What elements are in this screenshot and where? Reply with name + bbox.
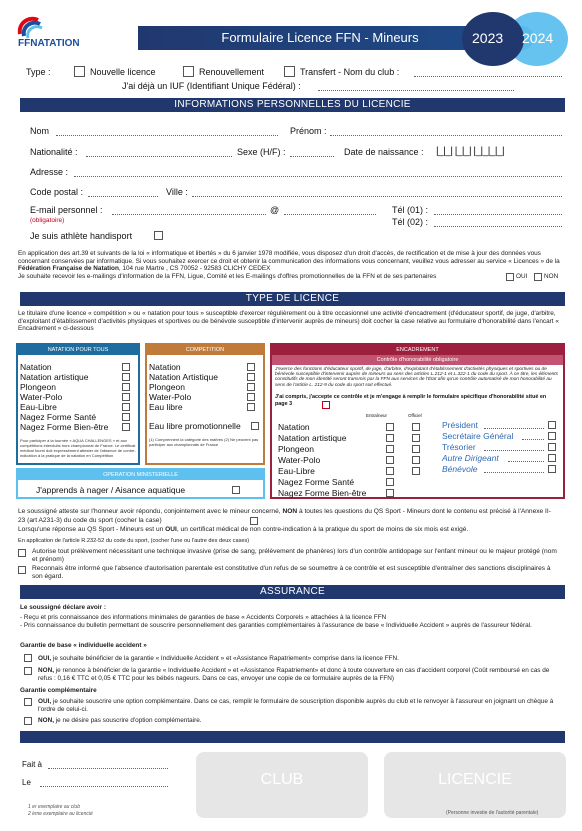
npt-item: Eau-Libre <box>20 402 57 412</box>
comp-promo-label: Eau libre promotionnelle <box>149 421 241 431</box>
tel1-field[interactable] <box>434 214 562 215</box>
transfer-checkbox[interactable] <box>284 66 295 77</box>
enc-role-checkbox[interactable] <box>548 443 556 451</box>
ins-base-non-checkbox[interactable] <box>24 667 32 675</box>
enc-item: Plongeon <box>278 444 314 454</box>
email-domain-field[interactable] <box>284 214 376 215</box>
comp-item: Eau libre <box>149 402 183 412</box>
npt-checkbox[interactable] <box>122 403 130 411</box>
club-name-field[interactable] <box>414 76 562 77</box>
logo-text: FFNATATION <box>18 38 80 49</box>
comp-checkbox[interactable] <box>247 403 255 411</box>
min-label: J'apprends à nager / Aisance aquatique <box>36 485 186 495</box>
enc-entraineur-checkbox[interactable] <box>386 478 394 486</box>
enc-officiel-checkbox[interactable] <box>412 467 420 475</box>
npt-checkbox[interactable] <box>122 413 130 421</box>
copy-note-club: 1 er exemplaire au club <box>28 804 80 810</box>
code-postal-field[interactable] <box>88 196 158 197</box>
emailing-consent-text: Je souhaite recevoir les e-mailings d'information de la FFN, Ligue, Comité et les E-mailings d'offres promotionnelles de la FFN et de ses partenaires <box>18 273 437 280</box>
copy-note-licencie: 2 ème exemplaire au licencié <box>28 811 93 817</box>
ins-base-oui-text: OUI, je souhaite bénéficier de la garantie « Individuelle Accident » et «Assistance Rapatriement» comprise dans la licence FFN. <box>38 655 399 662</box>
enc-subtitle: Contrôle d'honorabilité obligatoire <box>272 355 563 365</box>
enc-officiel-checkbox[interactable] <box>412 423 420 431</box>
dopage-refuse-checkbox[interactable] <box>18 566 26 574</box>
ville-label: Ville : <box>166 187 188 197</box>
handisport-label: Je suis athlète handisport <box>30 231 133 241</box>
club-signature-box[interactable]: CLUB <box>196 752 368 818</box>
dopage-refuse-text: Reconnais être informé que l'absence d'autorisation parentale est constitutive d'un refus de se soumettre à ce contrôle et est susceptible d'entraîner des sanctions disciplinaires à son égard. <box>32 565 551 580</box>
fait-field[interactable] <box>48 768 168 769</box>
enc-entraineur-checkbox[interactable] <box>386 423 394 431</box>
qs-checkbox[interactable] <box>250 517 258 525</box>
enc-description: J'exerce des fonctions d'éducateur sportif, de juge, d'arbitre, d'exploitant d'établissement d'activités physiques et sportives ou de bénévole susceptible d'intervenir auprès de mineurs au sens des articles L.212-1 et L.322-1 du code du sport. À ce titre, les éléments constitutifs de mon identité seront transmis par la FFN aux services de l'État afin qu'un contrôle automatisé de mon honorabilité au sens de l'article L. 212-9 du code du sport soit effectué. <box>275 367 559 388</box>
npt-note: Pour participer à la tournée « AQUA CHALLENGES » et aux compétitions interclubs hors championnat de France. Le certificat médical fourni doit expressément attester de l'absence de contre-indication à la pratique de la natation en Compétition <box>20 438 136 458</box>
ins-line1: - Reçu et pris connaissance des informations minimales de garanties de base « Accidents Corporels » attachées à la licence FFN <box>20 614 387 621</box>
new-license-label: Nouvelle licence <box>90 67 156 77</box>
enc-item: Nagez Forme Bien-être <box>278 488 367 498</box>
ins-comp-oui-checkbox[interactable] <box>24 698 32 706</box>
le-field[interactable] <box>40 786 168 787</box>
type-label: Type : <box>26 67 51 77</box>
box-operation-ministerielle <box>16 468 265 499</box>
prenom-label: Prénom : <box>290 126 327 136</box>
comp-checkbox[interactable] <box>247 393 255 401</box>
transfer-label: Transfert - Nom du club : <box>300 67 400 77</box>
ville-field[interactable] <box>192 196 562 197</box>
comp-promo-checkbox[interactable] <box>251 422 259 430</box>
nationalite-field[interactable] <box>86 156 232 157</box>
role-dots <box>484 450 544 451</box>
nationalite-label: Nationalité : <box>30 147 78 157</box>
adresse-field[interactable] <box>74 176 562 177</box>
enc-role-checkbox[interactable] <box>548 421 556 429</box>
prenom-field[interactable] <box>330 135 562 136</box>
adresse-label: Adresse : <box>30 167 69 177</box>
fait-label: Fait à <box>22 760 43 769</box>
enc-accept-checkbox[interactable] <box>322 401 330 409</box>
box-competition <box>145 343 265 465</box>
comp-title: COMPETITION <box>147 345 263 355</box>
tel2-label: Tél (02) : <box>392 217 429 227</box>
ins-base-title: Garantie de base « individuelle accident » <box>20 642 147 649</box>
comp-checkbox[interactable] <box>247 383 255 391</box>
nom-label: Nom <box>30 126 50 136</box>
role-dots <box>522 439 544 440</box>
tel1-label: Tél (01) : <box>392 205 429 215</box>
dopage-authorize-text: Autorise tout prélèvement nécessitant une technique invasive (prise de sang, prélèvement de phanères) lors d'un contrôle antidopage sur l'enfant mineur ou le majeur protégé (nom et prénom) <box>32 548 557 563</box>
ins-comp-non-checkbox[interactable] <box>24 717 32 725</box>
enc-officiel-checkbox[interactable] <box>412 456 420 464</box>
season-year-end: 2024 <box>522 30 554 46</box>
dopage-authorize-checkbox[interactable] <box>18 549 26 557</box>
enc-role-secretaire: Secrétaire Général <box>442 431 514 441</box>
ins-base-non-text: NON, je renonce à bénéficier de la garantie « Individuelle Accident » et «Assistance Rapatriement» et donc à toute couverture en cas d'accident corporel (Coût remboursé en cas de refus : 0,16 € TTC et 0,05 € TTC pour les bébés nageurs. Dans ce cas, envoyer une copie de ce formulaire auprès de la FFN) <box>38 667 550 682</box>
renewal-label: Renouvellement <box>199 67 265 77</box>
enc-item: Natation artistique <box>278 433 347 443</box>
qs-attestation: Le soussigné atteste sur l'honneur avoir répondu, conjointement avec le mineur concerné, NON à toutes les questions du QS Sport - Mineurs dont le contenu est précisé à l'Annexe II-23 (art A231-3) du code du sport (cocher la case) <box>18 508 551 524</box>
min-title: OPERATION MINISTERIELLE <box>18 470 263 480</box>
comp-item: Natation Artistique <box>149 372 218 382</box>
new-license-checkbox[interactable] <box>74 66 85 77</box>
enc-title: ENCADREMENT <box>272 345 563 355</box>
sexe-field[interactable] <box>290 156 334 157</box>
enc-entraineur-checkbox[interactable] <box>386 467 394 475</box>
enc-entraineur-checkbox[interactable] <box>386 489 394 497</box>
comp-checkbox[interactable] <box>247 373 255 381</box>
emailing-oui-label: OUI <box>516 273 528 280</box>
parent-note: (Personne investie de l'autorité parentale) <box>446 810 539 816</box>
email-required-note: (obligatoire) <box>30 217 65 224</box>
npt-item: Nagez Forme Bien-être <box>20 422 109 432</box>
emailing-oui-checkbox[interactable] <box>506 273 514 281</box>
sexe-label: Sexe (H/F) : <box>237 147 286 157</box>
role-dots <box>508 461 544 462</box>
npt-title: NATATION POUR TOUS <box>18 345 138 355</box>
box-natation-pour-tous <box>16 343 140 465</box>
enc-item: Water-Polo <box>278 455 321 465</box>
licencie-signature-box[interactable]: LICENCIE <box>384 752 566 818</box>
email-user-field[interactable] <box>112 214 266 215</box>
ins-comp-non-text: NON, je ne désire pas souscrire d'option complémentaire. <box>38 717 202 724</box>
enc-item: Natation <box>278 422 310 432</box>
enc-col-officiel: Officiel <box>408 413 422 418</box>
enc-officiel-checkbox[interactable] <box>412 434 420 442</box>
role-dots <box>484 472 544 473</box>
npt-checkbox[interactable] <box>122 423 130 431</box>
npt-checkbox[interactable] <box>122 383 130 391</box>
privacy-notice: En application des art.39 et suivants de la loi « informatique et libertés » du 6 janvier 1978 modifiée, vous disposez d'un droit d'accès, de rectification et de mise à jour des données vous concernant conservées par informatique. Si vous souhaitez exercer ce droit et obtenir la communication des informations vous concernant, veuillez vous adresser au service « Licences » de la Fédération Française de Natation, 104 rue Martre , CS 70052 - 92583 CLICHY CEDEX <box>18 250 560 273</box>
section-personal: INFORMATIONS PERSONNELLES DU LICENCIE <box>20 98 565 112</box>
npt-checkbox[interactable] <box>122 393 130 401</box>
enc-role-benevole: Bénévole <box>442 464 478 474</box>
enc-entraineur-checkbox[interactable] <box>386 434 394 442</box>
enc-role-checkbox[interactable] <box>548 432 556 440</box>
email-label: E-mail personnel : <box>30 205 103 215</box>
enc-role-checkbox[interactable] <box>548 454 556 462</box>
enc-role-tresorier: Trésorier <box>442 442 476 452</box>
enc-accept-text: J'ai compris, j'accepte ce contrôle et je m'engage à remplir le formulaire spécifique d'honorabilité situé en page 3 <box>275 394 547 407</box>
page-title: Formulaire Licence FFN - Mineurs <box>221 30 419 45</box>
enc-entraineur-checkbox[interactable] <box>386 445 394 453</box>
emailing-non-label: NON <box>544 273 559 280</box>
le-label: Le <box>22 778 31 787</box>
birthdate-boxes[interactable]: |_|_| |_|_| |_|_|_|_| <box>436 146 505 157</box>
npt-item: Natation <box>20 362 52 372</box>
emailing-non-checkbox[interactable] <box>534 273 542 281</box>
nom-field[interactable] <box>56 135 278 136</box>
comp-checkbox[interactable] <box>247 363 255 371</box>
section-insurance: ASSURANCE <box>20 585 565 599</box>
iuf-label: J'ai déjà un IUF (Identifiant Unique Fédéral) : <box>122 81 301 91</box>
naissance-label: Date de naissance : <box>344 147 424 157</box>
signature-bar <box>20 731 565 743</box>
comp-item: Natation <box>149 362 181 372</box>
comp-item: Water-Polo <box>149 392 192 402</box>
npt-checkbox[interactable] <box>122 373 130 381</box>
enc-role-autre-dirigeant: Autre Dirigeant <box>442 453 499 463</box>
license-intro: Le titulaire d'une licence « compétition » ou « natation pour tous » susceptible d'exercer régulièrement ou à titre occasionnel une activité d'encadrement (d'éducateur sportif, de juge, d'arbitre, d'exploitant d'établissement d'activités physiques et sportives ou de bénévole susceptible d'intervenir auprès de mineurs) doit cocher la case relative au formulaire d'honorabilité dans l'encart « Encadrement » ci-dessous <box>18 310 559 333</box>
enc-officiel-checkbox[interactable] <box>412 445 420 453</box>
enc-item: Eau-Libre <box>278 466 315 476</box>
enc-entraineur-checkbox[interactable] <box>386 456 394 464</box>
min-checkbox[interactable] <box>232 486 240 494</box>
role-dots <box>484 428 544 429</box>
ins-declare: Le soussigné déclare avoir : <box>20 604 106 611</box>
code-postal-label: Code postal : <box>30 187 84 197</box>
npt-item: Natation artistique <box>20 372 89 382</box>
renewal-checkbox[interactable] <box>183 66 194 77</box>
ins-comp-oui-text: OUI, je souhaite souscrire une option complémentaire. Dans ce cas, remplir le formulaire de souscription disponible auprès du club et le renvoyer à l'assureur en joignant un chèque à l'ordre de celui-ci. <box>38 698 554 713</box>
comp-item: Plongeon <box>149 382 185 392</box>
email-at: @ <box>270 205 280 215</box>
handisport-checkbox[interactable] <box>154 231 163 240</box>
enc-role-checkbox[interactable] <box>548 465 556 473</box>
npt-item: Water-Polo <box>20 392 63 402</box>
season-year-start: 2023 <box>472 30 504 46</box>
npt-item: Plongeon <box>20 382 56 392</box>
ins-line2: - Pris connaissance du bulletin permettant de souscrire personnellement des garanties complémentaires à l'assurance de base « Individuelle Accident » auprès de l'assureur fédéral. <box>20 622 532 629</box>
enc-col-entraineur: Entraîneur <box>366 413 388 418</box>
npt-item: Nagez Forme Santé <box>20 412 97 422</box>
tel2-field[interactable] <box>434 226 562 227</box>
dopage-intro: En application de l'article R.232-52 du code du sport, (cocher l'une ou l'autre des deux cases) <box>18 538 250 544</box>
enc-role-president: Président <box>442 420 478 430</box>
npt-checkbox[interactable] <box>122 363 130 371</box>
qs-oui-note: Lorsqu'une réponse au QS Sport - Mineurs est un OUI, un certificat médical de non contre-indication à la pratique du sport de moins de six mois est exigé. <box>18 526 469 533</box>
enc-item: Nagez Forme Santé <box>278 477 355 487</box>
box-encadrement <box>270 343 565 499</box>
ins-comp-title: Garantie complémentaire <box>20 687 97 694</box>
comp-note: (1) Comprennent la catégorie des maîtres (2) Ne peuvent pas participer aux championnats de France <box>149 437 259 447</box>
iuf-field[interactable] <box>318 90 514 91</box>
ins-base-oui-checkbox[interactable] <box>24 654 32 662</box>
section-license-type: TYPE DE LICENCE <box>20 292 565 306</box>
